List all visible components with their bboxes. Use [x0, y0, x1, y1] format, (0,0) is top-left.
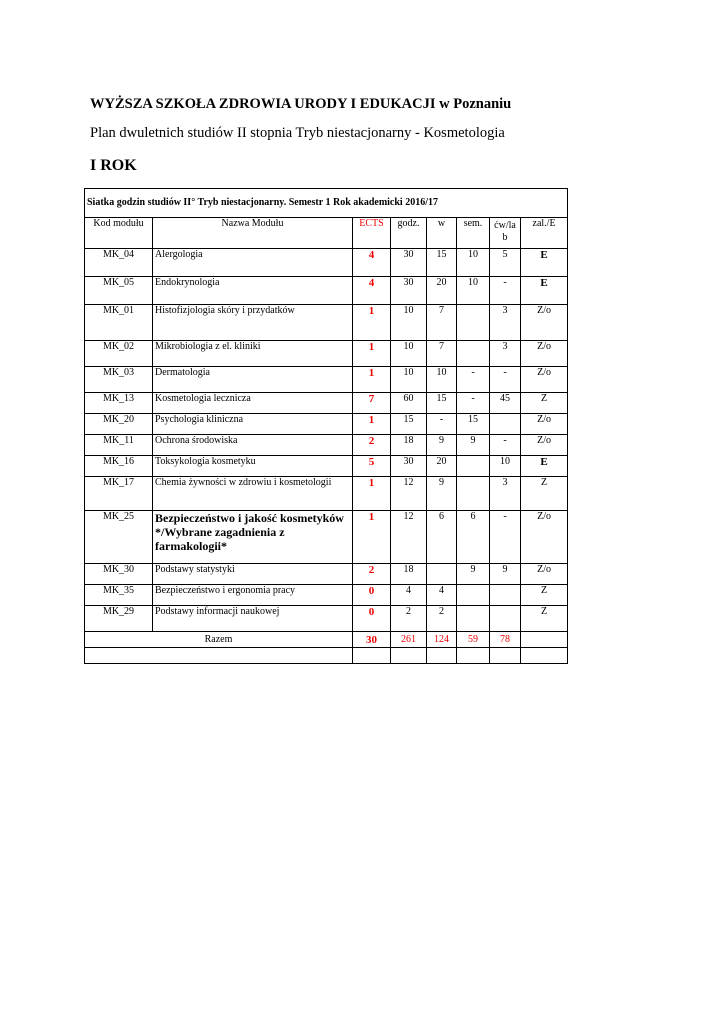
module-hours: 10	[391, 367, 427, 393]
module-exercises: 45	[490, 393, 521, 414]
module-name: Podstawy statystyki	[153, 564, 353, 585]
module-name: Dermatologia	[153, 367, 353, 393]
module-exercises	[490, 414, 521, 435]
module-code: MK_11	[85, 435, 153, 456]
module-name: Kosmetologia lecznicza	[153, 393, 353, 414]
module-hours: 10	[391, 341, 427, 367]
module-code: MK_04	[85, 249, 153, 277]
module-hours: 4	[391, 585, 427, 606]
module-seminars: -	[457, 367, 490, 393]
module-lectures: 9	[427, 435, 457, 456]
module-name: Histofizjologia skóry i przydatków	[153, 305, 353, 341]
module-credit: Z/o	[521, 367, 568, 393]
module-credit: E	[521, 249, 568, 277]
module-credit: Z/o	[521, 564, 568, 585]
module-code: MK_25	[85, 511, 153, 564]
year-heading: I ROK	[90, 157, 137, 174]
module-code: MK_13	[85, 393, 153, 414]
col-header-sem: sem.	[457, 218, 490, 249]
module-seminars: -	[457, 393, 490, 414]
empty-row	[85, 648, 568, 664]
module-seminars: 6	[457, 511, 490, 564]
totals-row	[85, 632, 568, 648]
module-lectures: 10	[427, 367, 457, 393]
module-ects: 1	[353, 367, 391, 393]
module-credit: Z/o	[521, 414, 568, 435]
module-code: MK_02	[85, 341, 153, 367]
module-hours: 10	[391, 305, 427, 341]
module-credit: Z	[521, 606, 568, 632]
module-credit: E	[521, 456, 568, 477]
module-hours: 15	[391, 414, 427, 435]
table-row	[85, 456, 568, 477]
table-row	[85, 477, 568, 511]
module-credit: Z/o	[521, 305, 568, 341]
module-ects: 1	[353, 477, 391, 511]
module-lectures	[427, 564, 457, 585]
module-hours: 60	[391, 393, 427, 414]
module-name: Toksykologia kosmetyku	[153, 456, 353, 477]
module-lectures: 20	[427, 277, 457, 305]
module-ects: 4	[353, 249, 391, 277]
module-exercises: 3	[490, 477, 521, 511]
module-lectures: 20	[427, 456, 457, 477]
module-code: MK_20	[85, 414, 153, 435]
col-header-zal: zal./E	[521, 218, 568, 249]
module-name: Podstawy informacji naukowej	[153, 606, 353, 632]
module-exercises: -	[490, 435, 521, 456]
module-name: Bezpieczeństwo i ergonomia pracy	[153, 585, 353, 606]
school-title: WYŻSZA SZKOŁA ZDROWIA URODY I EDUKACJI w Poznaniu	[90, 96, 512, 112]
module-name: Bezpieczeństwo i jakość kosmetyków */Wybrane zagadnienia z farmakologii*	[153, 511, 353, 564]
module-name: Chemia żywności w zdrowiu i kosmetologii	[153, 477, 353, 511]
module-exercises: -	[490, 277, 521, 305]
col-header-code: Kod modułu	[85, 218, 153, 249]
module-seminars: 10	[457, 249, 490, 277]
module-ects: 2	[353, 435, 391, 456]
empty-cell	[427, 648, 457, 664]
empty-cell	[353, 648, 391, 664]
table-row	[85, 341, 568, 367]
module-seminars	[457, 477, 490, 511]
totals-seminars: 59	[457, 632, 490, 648]
module-hours: 30	[391, 249, 427, 277]
table-row	[85, 367, 568, 393]
module-hours: 30	[391, 277, 427, 305]
module-exercises: 3	[490, 341, 521, 367]
module-seminars: 9	[457, 564, 490, 585]
module-ects: 1	[353, 511, 391, 564]
module-ects: 7	[353, 393, 391, 414]
module-seminars	[457, 341, 490, 367]
table-row	[85, 393, 568, 414]
module-seminars: 15	[457, 414, 490, 435]
table-caption-row	[85, 189, 568, 218]
table-row	[85, 606, 568, 632]
col-header-ects: ECTS	[353, 218, 391, 249]
module-credit: Z	[521, 585, 568, 606]
module-credit: Z/o	[521, 435, 568, 456]
module-code: MK_17	[85, 477, 153, 511]
table-row	[85, 585, 568, 606]
module-lectures: 7	[427, 341, 457, 367]
module-credit: Z/o	[521, 511, 568, 564]
module-name: Psychologia kliniczna	[153, 414, 353, 435]
module-code: MK_30	[85, 564, 153, 585]
module-seminars: 10	[457, 277, 490, 305]
module-exercises: 5	[490, 249, 521, 277]
module-hours: 12	[391, 477, 427, 511]
module-code: MK_29	[85, 606, 153, 632]
totals-exercises: 78	[490, 632, 521, 648]
table-row	[85, 511, 568, 564]
table-header-row	[85, 218, 568, 249]
module-hours: 2	[391, 606, 427, 632]
totals-label: Razem	[85, 632, 353, 648]
module-hours: 12	[391, 511, 427, 564]
totals-credit	[521, 632, 568, 648]
module-ects: 1	[353, 341, 391, 367]
module-hours: 18	[391, 435, 427, 456]
module-seminars	[457, 305, 490, 341]
totals-ects: 30	[353, 632, 391, 648]
module-exercises: 3	[490, 305, 521, 341]
module-credit: E	[521, 277, 568, 305]
module-seminars	[457, 456, 490, 477]
module-ects: 0	[353, 585, 391, 606]
module-code: MK_01	[85, 305, 153, 341]
module-code: MK_16	[85, 456, 153, 477]
col-header-cw: ćw/la b	[490, 218, 521, 249]
module-lectures: 2	[427, 606, 457, 632]
module-ects: 4	[353, 277, 391, 305]
module-name: Alergologia	[153, 249, 353, 277]
module-credit: Z	[521, 393, 568, 414]
module-lectures: 9	[427, 477, 457, 511]
table-row	[85, 249, 568, 277]
module-exercises: -	[490, 511, 521, 564]
schedule-table	[84, 188, 568, 664]
module-exercises: 10	[490, 456, 521, 477]
module-exercises	[490, 585, 521, 606]
table-row	[85, 414, 568, 435]
module-ects: 1	[353, 305, 391, 341]
module-code: MK_05	[85, 277, 153, 305]
col-header-w: w	[427, 218, 457, 249]
totals-hours: 261	[391, 632, 427, 648]
module-lectures: 15	[427, 249, 457, 277]
module-exercises: -	[490, 367, 521, 393]
module-seminars	[457, 585, 490, 606]
plan-title: Plan dwuletnich studiów II stopnia Tryb niestacjonarny - Kosmetologia	[90, 125, 505, 141]
module-seminars: 9	[457, 435, 490, 456]
module-lectures: 6	[427, 511, 457, 564]
col-header-godz: godz.	[391, 218, 427, 249]
col-header-name: Nazwa Modułu	[153, 218, 353, 249]
module-seminars	[457, 606, 490, 632]
module-credit: Z	[521, 477, 568, 511]
module-code: MK_35	[85, 585, 153, 606]
module-exercises	[490, 606, 521, 632]
module-hours: 30	[391, 456, 427, 477]
module-ects: 0	[353, 606, 391, 632]
empty-cell	[521, 648, 568, 664]
table-row	[85, 435, 568, 456]
module-name: Endokrynologia	[153, 277, 353, 305]
module-name: Ochrona środowiska	[153, 435, 353, 456]
table-caption: Siatka godzin studiów II° Tryb niestacjonarny. Semestr 1 Rok akademicki 2016/17	[85, 189, 568, 218]
empty-cell	[457, 648, 490, 664]
table-row	[85, 305, 568, 341]
module-code: MK_03	[85, 367, 153, 393]
module-lectures: 7	[427, 305, 457, 341]
module-lectures: 15	[427, 393, 457, 414]
module-lectures: 4	[427, 585, 457, 606]
empty-cell	[391, 648, 427, 664]
module-exercises: 9	[490, 564, 521, 585]
module-hours: 18	[391, 564, 427, 585]
module-ects: 2	[353, 564, 391, 585]
module-credit: Z/o	[521, 341, 568, 367]
empty-cell	[85, 648, 353, 664]
module-ects: 5	[353, 456, 391, 477]
table-row	[85, 564, 568, 585]
empty-cell	[490, 648, 521, 664]
totals-lectures: 124	[427, 632, 457, 648]
module-ects: 1	[353, 414, 391, 435]
module-name: Mikrobiologia z el. kliniki	[153, 341, 353, 367]
module-lectures: -	[427, 414, 457, 435]
table-row	[85, 277, 568, 305]
